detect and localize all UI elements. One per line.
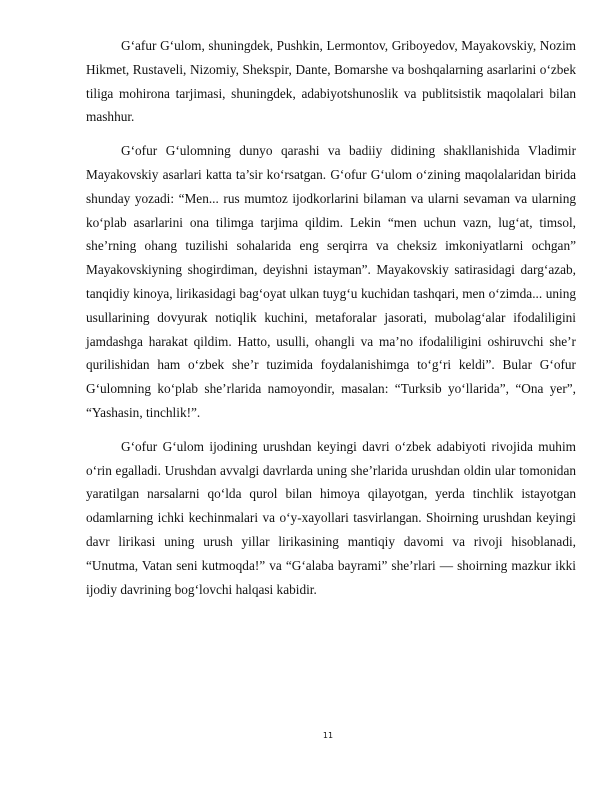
paragraph-3: G‘ofur G‘ulom ijodining urushdan keyingi davri o‘zbek adabiyoti rivojida muhim o‘rin egalladi. Urushdan avvalgi davrlarda uning she’rlarida urushdan oldin ular tomonidan yaratilgan narsalarni qo‘lda qurol bilan himoya qilayotgan, yerda tinchlik istayotgan odamlarning ichki kechinmalari va o‘y-xayollari tasvirlangan. Shoirning urushdan keyingi davr lirikasi uning urush yillar lirikasining mantiqiy davomi va rivoji hisoblanadi, “Unutma, Vatan seni kutmoqda!” va “G‘alaba bayrami” she’rlari — shoirning mazkur ikki ijodiy davrining bog‘lovchi halqasi kabidir. bbox=[86, 438, 576, 597]
document-body bbox=[86, 34, 576, 611]
paragraph-1: G‘afur G‘ulom, shuningdek, Pushkin, Lermontov, Griboyedov, Mayakovskiy, Nozim Hikmet, Rustaveli, Nizomiy, Shekspir, Dante, Bomarshe va boshqalarning asarlarini o‘zbek tiliga mohirona tarjimasi, shuningdek, adabiyotshunoslik va publitsistik maqolalari bilan mashhur. bbox=[86, 38, 576, 125]
page-number: 11 bbox=[322, 731, 334, 740]
paragraph-2: G‘ofur G‘ulomning dunyo qarashi va badiiy didining shakllanishida Vladimir Mayakovskiy asarlari katta ta’sir ko‘rsatgan. G‘ofur G‘ulom o‘zining maqolalaridan birida shunday yozadi: “Men... rus mumtoz ijodkorlarini bilaman va ularni sevaman va ularning ko‘plab asarlarini ona tilimga tarjima qildim. Lekin “men uchun vazn, lug‘at, timsol, she’rning ohang tuzilishi sohalarida eng serqirra va cheksiz imkoniyatlarni ochgan” Mayakovskiyning shogirdiman, deyishni istayman”. Mayakovskiy satirasidagi darg‘azab, tanqidiy kinoya, lirikasidagi bag‘oyat ulkan tuyg‘u kuchidan tashqari, men o‘zimda... uning usullarining dovyurak notiqlik kuchini, metaforalar jasorati, mubolag‘alar ifodaliligini jamdashga harakat qildim. Hatto, usulli, ohangli va ma’no ifodaliligini oshiruvchi she’r qurilishidan ham o‘zbek she’r tuzimida foydalanishimga to‘g‘ri keldi”. Bular G‘ofur G‘ulomning ko‘plab she’rlarida namoyondir, masalan: “Turksib yo‘llarida”, “Ona yer”, “Yashasin, tinchlik!”. bbox=[86, 143, 576, 420]
